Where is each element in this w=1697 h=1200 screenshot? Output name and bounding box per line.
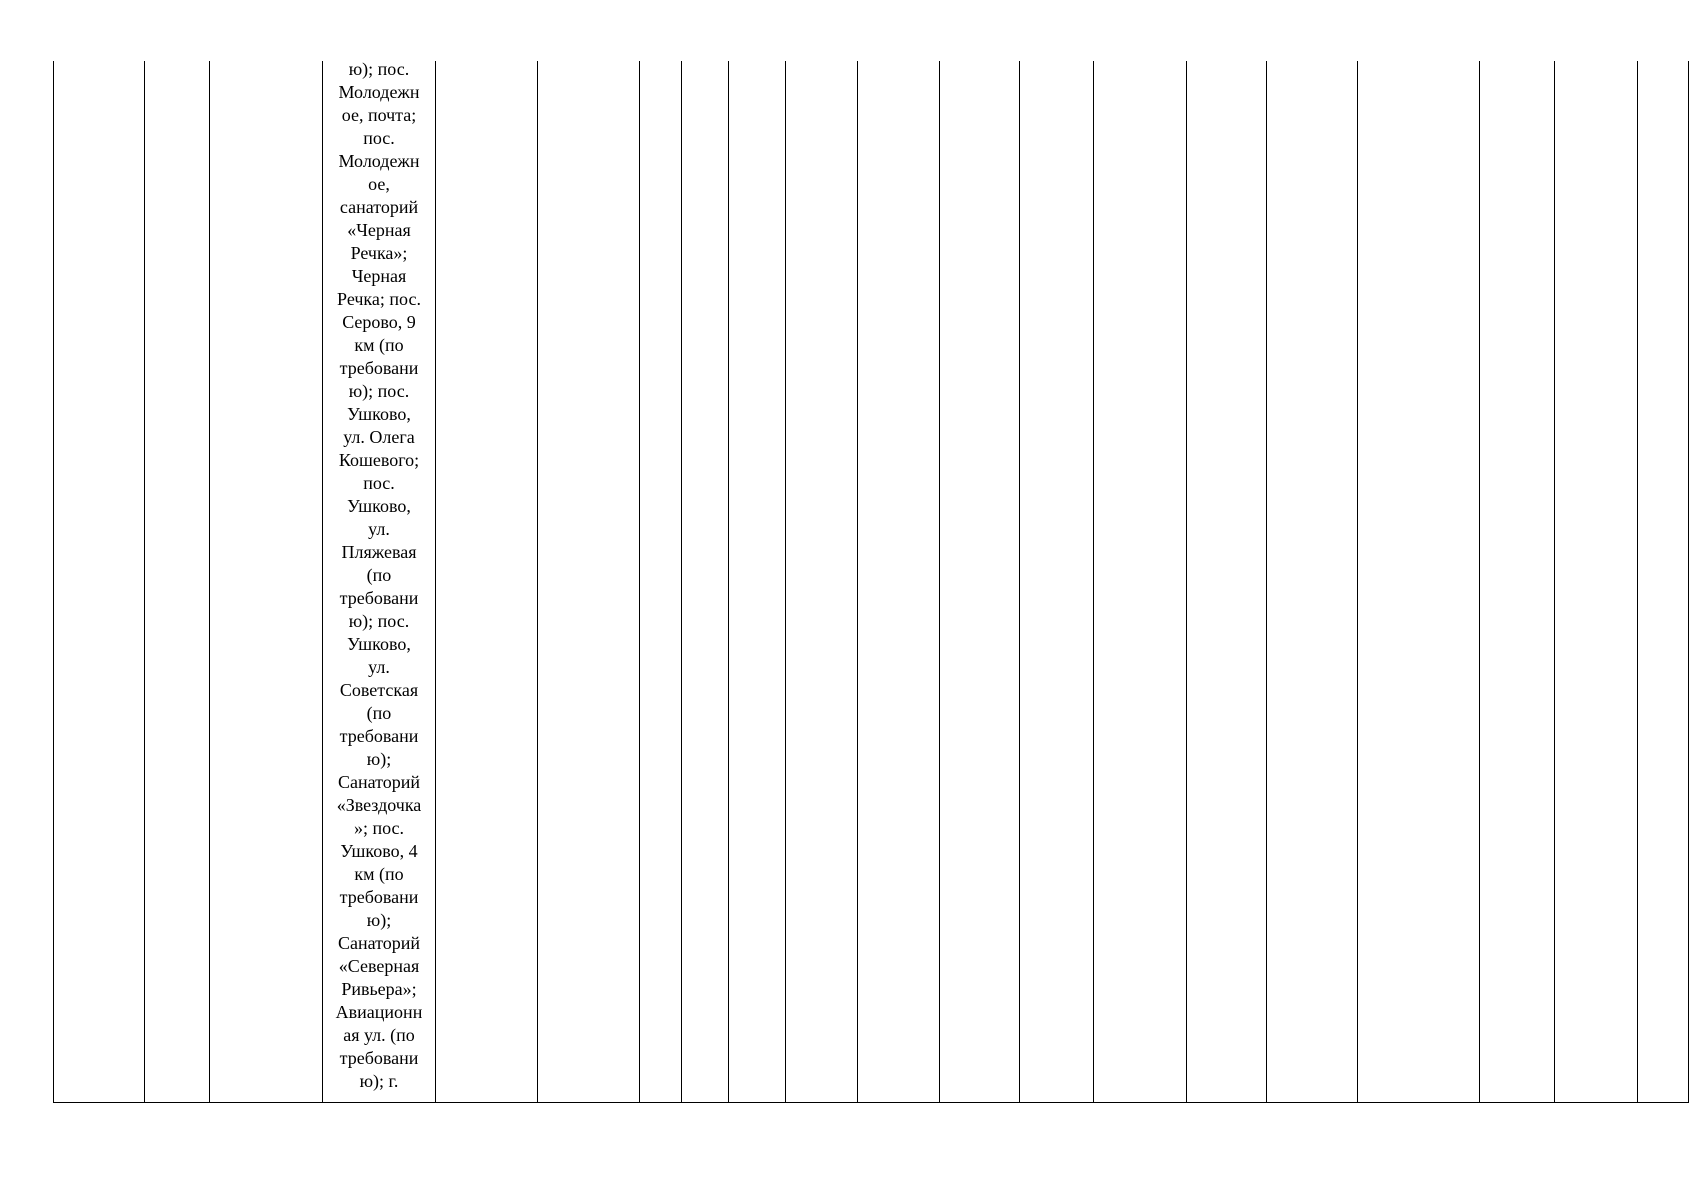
stops-cell-line: Кошевого; xyxy=(338,450,420,470)
stops-cell-line: санаторий xyxy=(339,197,419,217)
stops-cell-line: Пляжевая xyxy=(341,542,417,562)
stops-cell-line: Авиационн xyxy=(335,1002,423,1022)
table-cell xyxy=(786,61,858,1103)
table-cell xyxy=(210,61,323,1103)
stops-cell-line: Ушково, xyxy=(347,404,411,424)
table-cell xyxy=(1094,61,1187,1103)
stops-cell-line: Ушково, 4 xyxy=(340,841,418,861)
table-cell xyxy=(1358,61,1480,1103)
stops-cell-line: ю); пос. xyxy=(348,381,410,401)
table-cell xyxy=(1267,61,1358,1103)
stops-cell-line: км (по xyxy=(354,335,404,355)
stops-cell-line: требовани xyxy=(339,588,419,608)
stops-cell-line: ю); пос. xyxy=(348,61,410,79)
stops-cell-line: Молодежн xyxy=(338,82,420,102)
stops-cell-line: »; пос. xyxy=(353,818,405,838)
stops-cell-line: «Звездочка xyxy=(336,795,422,815)
stops-cell-line: ул. xyxy=(368,519,390,539)
table-cell xyxy=(729,61,786,1103)
stops-cell-line: Молодежн xyxy=(338,151,420,171)
table-cell xyxy=(682,61,729,1103)
table-cell xyxy=(538,61,640,1103)
stops-cell-line: Санаторий xyxy=(337,933,421,953)
stops-cell-line: Ушково, xyxy=(347,496,411,516)
stops-cell-line: Серово, 9 xyxy=(342,312,416,332)
table-cell xyxy=(940,61,1020,1103)
table-cell xyxy=(436,61,538,1103)
stops-cell-line: пос. xyxy=(363,128,395,148)
table-cell xyxy=(54,61,145,1103)
route-table-fragment xyxy=(53,61,1689,1103)
stops-cell-line: «Северная xyxy=(338,956,420,976)
table-cell xyxy=(1187,61,1267,1103)
table-cell xyxy=(1480,61,1555,1103)
table-cell xyxy=(858,61,940,1103)
stops-cell-line: Речка»; xyxy=(350,243,408,263)
stops-cell-line: км (по xyxy=(354,864,404,884)
table-row xyxy=(54,61,1689,1103)
table-cell xyxy=(145,61,210,1103)
stops-cell-line: Санаторий xyxy=(337,772,421,792)
stops-cell-line: Советская xyxy=(339,680,419,700)
stops-cell-line: ое, xyxy=(368,174,390,194)
stops-cell-line: ю); xyxy=(366,910,392,930)
table-cell xyxy=(640,61,682,1103)
stops-cell-line: ул. xyxy=(368,657,390,677)
stops-cell-text xyxy=(323,61,435,1093)
stops-cell-line: (по xyxy=(366,703,392,723)
table-cell xyxy=(1555,61,1638,1103)
stops-cell-line: ю); пос. xyxy=(348,611,410,631)
stops-cell-line: пос. xyxy=(363,473,395,493)
stops-cell-line: требовани xyxy=(339,887,419,907)
stops-cell xyxy=(323,61,436,1103)
table-cell xyxy=(1020,61,1094,1103)
stops-cell-line: Ривьера»; xyxy=(341,979,417,999)
stops-cell-line: Ушково, xyxy=(347,634,411,654)
stops-cell-line: «Черная xyxy=(347,220,411,240)
stops-cell-line: ое, почта; xyxy=(341,105,417,125)
stops-cell-line: (по xyxy=(366,565,392,585)
stops-cell-line: ая ул. (по xyxy=(343,1025,415,1045)
stops-cell-line: ю); г. xyxy=(359,1071,399,1091)
stops-cell-line: Черная xyxy=(351,266,407,286)
table-cell xyxy=(1638,61,1689,1103)
stops-cell-line: Речка; пос. xyxy=(337,289,421,309)
stops-cell-line: требовани xyxy=(339,726,419,746)
stops-cell-line: требовани xyxy=(339,1048,419,1068)
stops-cell-line: ул. Олега xyxy=(343,427,415,447)
stops-cell-line: ю); xyxy=(366,749,392,769)
stops-cell-line: требовани xyxy=(339,358,419,378)
